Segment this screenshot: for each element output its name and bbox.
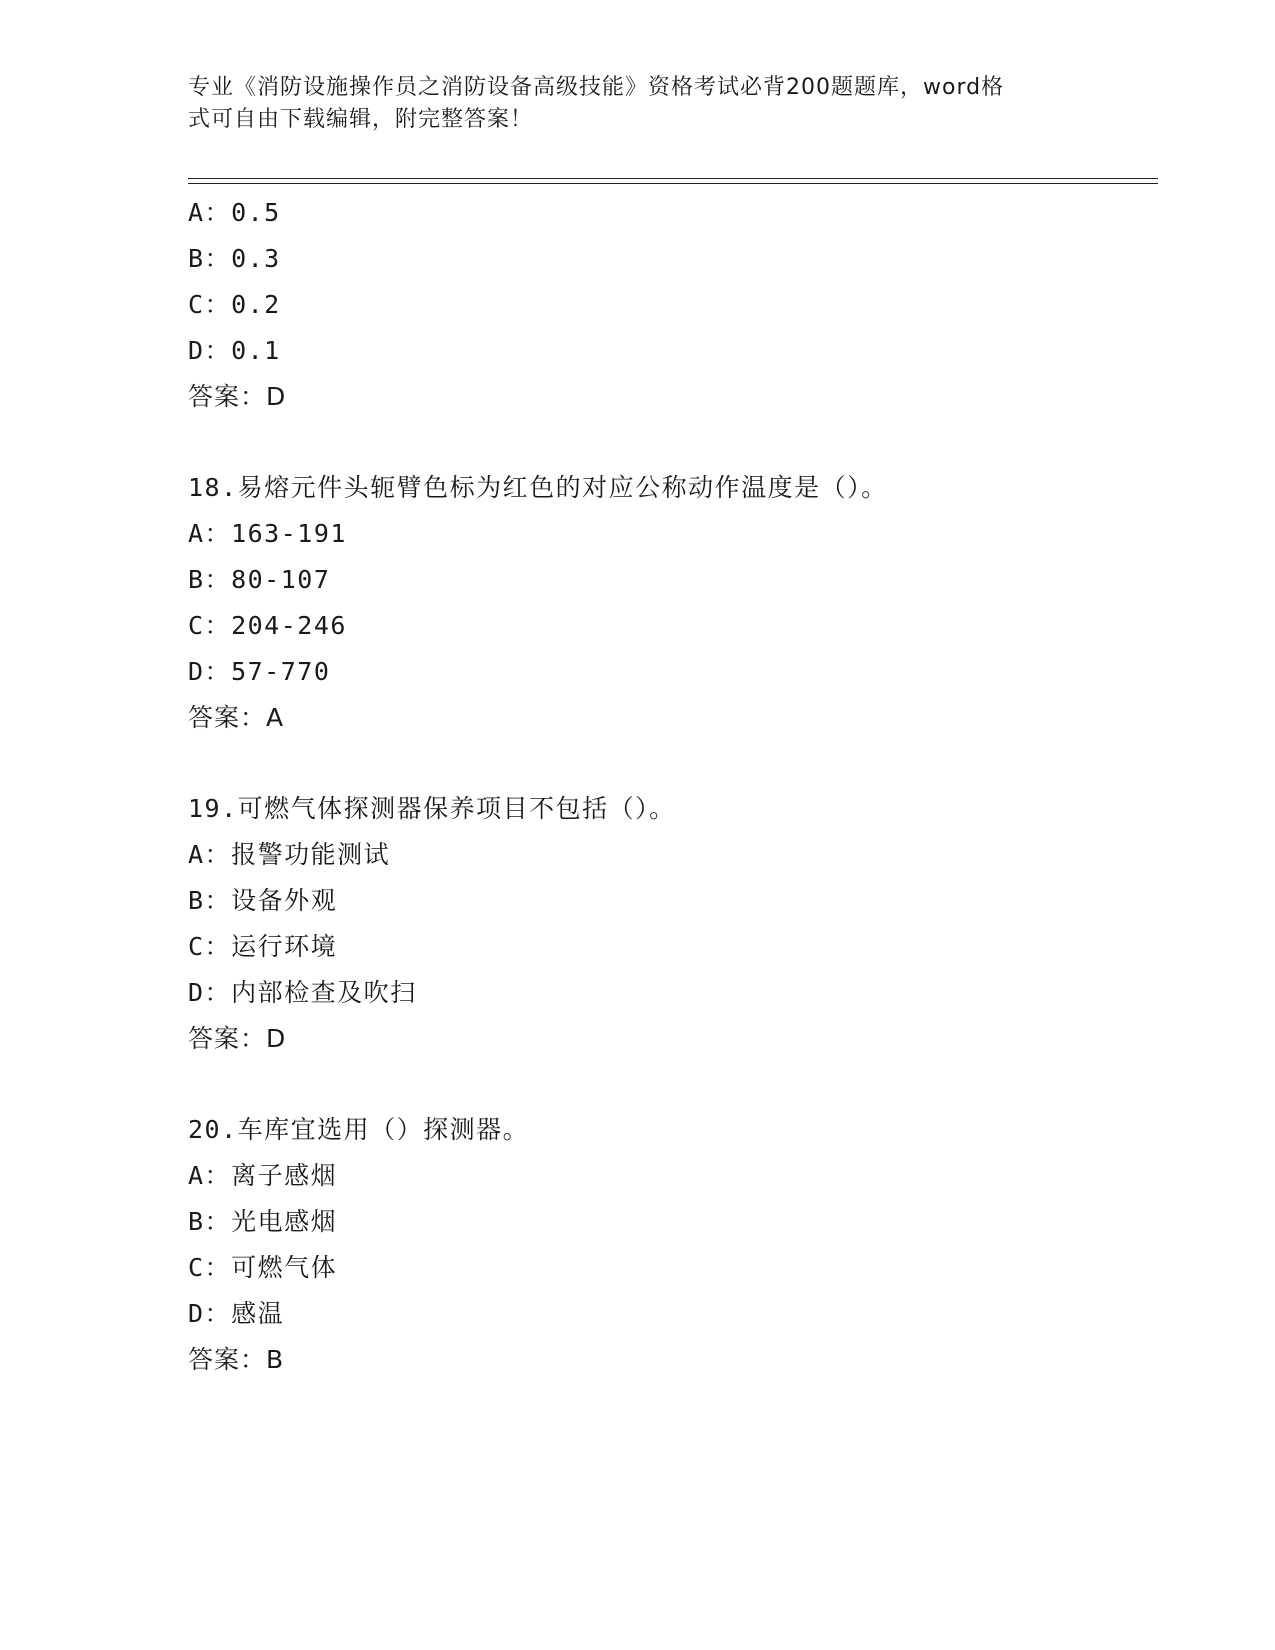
answer-line: 答案：B	[188, 1345, 285, 1374]
option-key: D：	[188, 978, 232, 1007]
option-key: B：	[188, 244, 232, 273]
option-text: 离子感烟	[231, 1161, 338, 1190]
option-text: 0.2	[231, 290, 281, 319]
header-divider-bottom	[188, 183, 1158, 184]
option-b	[188, 1199, 1158, 1245]
answer-line: 答案：D	[188, 1024, 287, 1053]
option-d	[188, 970, 1158, 1016]
option-key: C：	[188, 932, 232, 961]
option-key: C：	[188, 1253, 232, 1282]
option-text: 0.5	[231, 198, 281, 227]
option-text: 内部检查及吹扫	[231, 978, 417, 1007]
option-key: B：	[188, 565, 232, 594]
option-text: 感温	[231, 1299, 285, 1328]
option-c	[188, 603, 1158, 649]
answer-line: 答案：D	[188, 382, 287, 411]
option-key: B：	[188, 886, 232, 915]
option-key: C：	[188, 290, 232, 319]
option-text: 57-770	[231, 657, 331, 686]
option-d	[188, 1291, 1158, 1337]
answer-line: 答案：A	[188, 703, 285, 732]
option-text: 运行环境	[231, 932, 338, 961]
header-line-1: 专业《消防设施操作员之消防设备高级技能》资格考试必背200题题库，word格	[188, 75, 1005, 100]
option-text: 可燃气体	[231, 1253, 338, 1282]
option-key: A：	[188, 198, 232, 227]
option-a	[188, 511, 1158, 557]
option-d	[188, 328, 1158, 374]
partial-question	[188, 190, 1158, 420]
option-key: C：	[188, 611, 232, 640]
option-text: 光电感烟	[231, 1207, 338, 1236]
header-divider-top	[188, 178, 1158, 179]
question-20	[188, 1107, 1158, 1383]
option-text: 0.1	[231, 336, 281, 365]
option-b	[188, 557, 1158, 603]
option-key: B：	[188, 1207, 232, 1236]
question-stem: 20.车库宜选用（）探测器。	[188, 1115, 530, 1144]
option-text: 设备外观	[231, 886, 338, 915]
option-c	[188, 282, 1158, 328]
header-line-2: 式可自由下载编辑，附完整答案！	[188, 107, 534, 132]
option-a	[188, 190, 1158, 236]
question-19	[188, 786, 1158, 1062]
question-list	[188, 190, 1158, 1383]
option-key: D：	[188, 336, 232, 365]
option-a	[188, 832, 1158, 878]
option-c	[188, 924, 1158, 970]
question-18	[188, 465, 1158, 741]
question-stem: 18.易熔元件头轭臂色标为红色的对应公称动作温度是（）。	[188, 473, 888, 502]
option-text: 报警功能测试	[231, 840, 391, 869]
option-text: 80-107	[231, 565, 331, 594]
option-d	[188, 649, 1158, 695]
option-c	[188, 1245, 1158, 1291]
option-key: A：	[188, 519, 232, 548]
option-key: D：	[188, 1299, 232, 1328]
option-text: 163-191	[231, 519, 347, 548]
document-header	[188, 72, 1068, 136]
question-stem: 19.可燃气体探测器保养项目不包括（）。	[188, 794, 676, 823]
option-b	[188, 236, 1158, 282]
option-a	[188, 1153, 1158, 1199]
option-text: 0.3	[231, 244, 281, 273]
option-key: A：	[188, 1161, 232, 1190]
option-text: 204-246	[231, 611, 347, 640]
option-b	[188, 878, 1158, 924]
option-key: D：	[188, 657, 232, 686]
option-key: A：	[188, 840, 232, 869]
